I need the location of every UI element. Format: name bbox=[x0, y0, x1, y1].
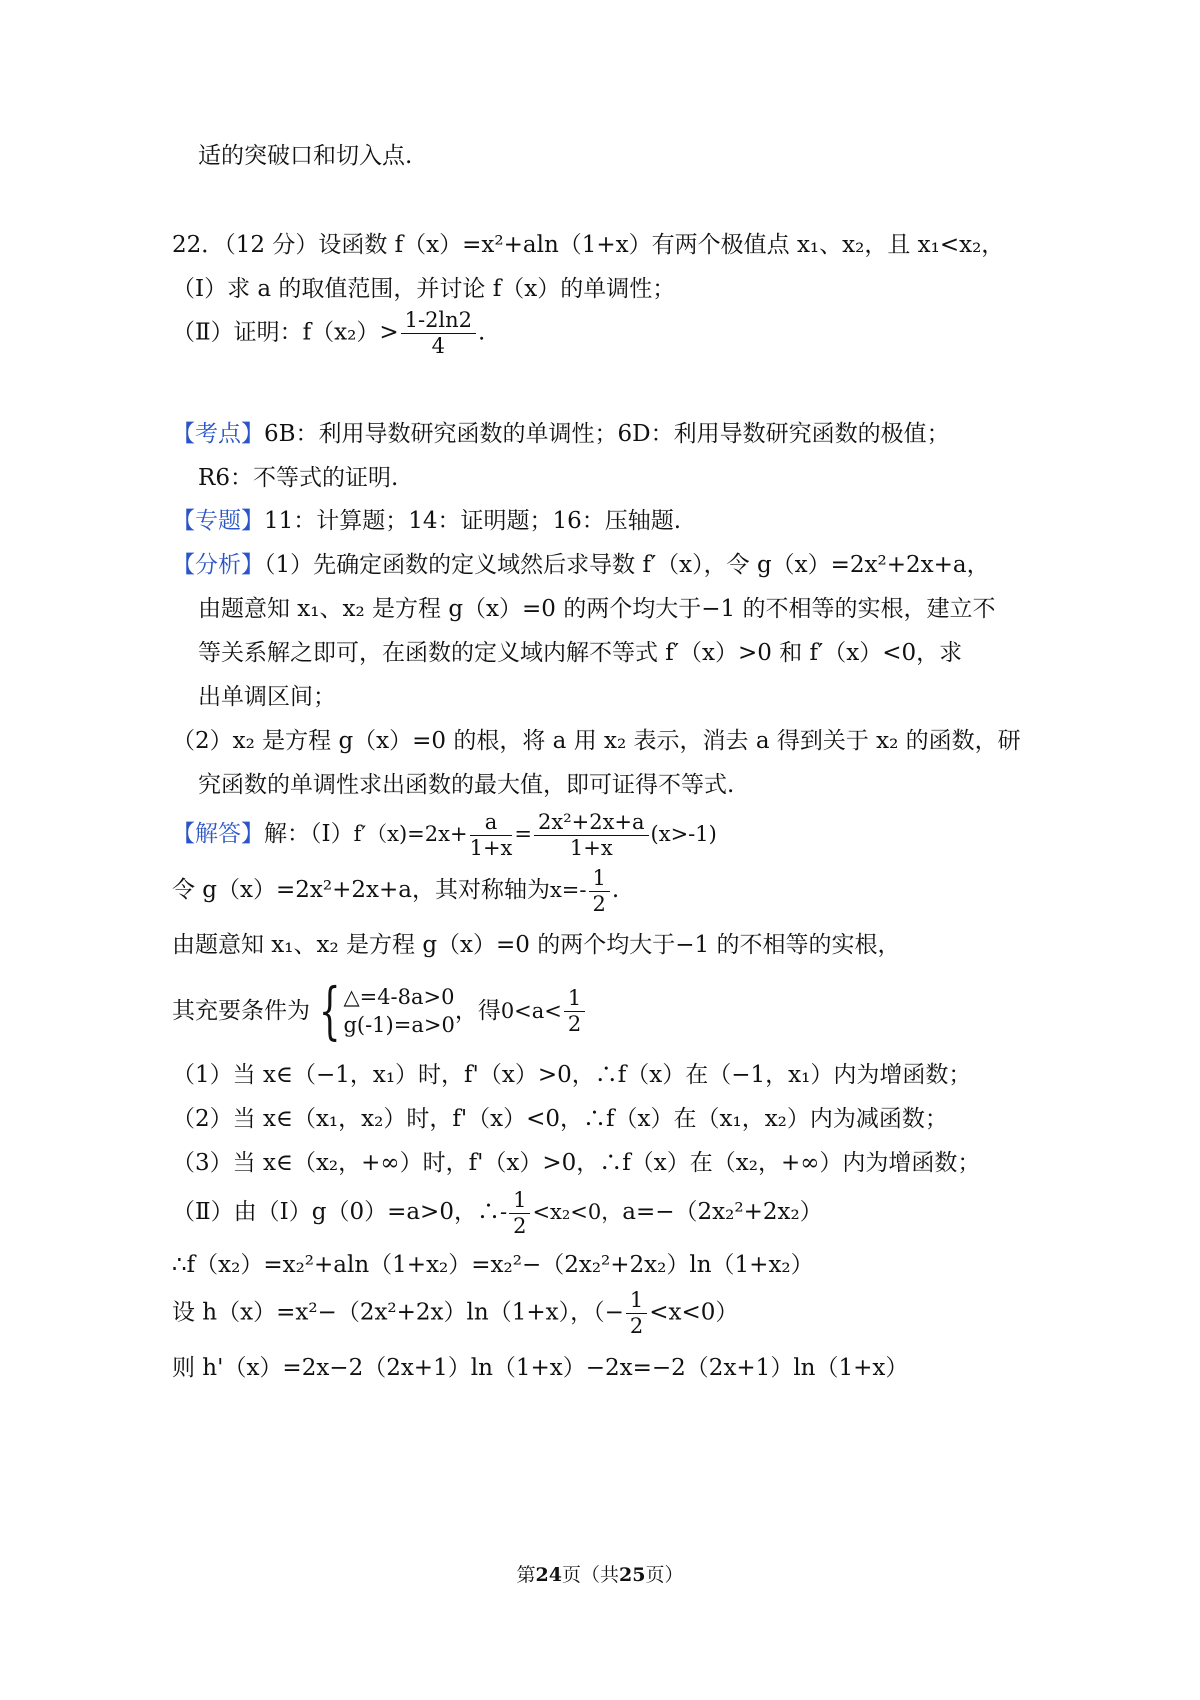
roots-line: 由题意知 x₁、x₂ 是方程 g（x）=0 的两个均大于−1 的不相等的实根， bbox=[172, 932, 901, 958]
g-definition-text: 令 g（x）=2x²+2x+a，其对称轴为 bbox=[172, 877, 550, 903]
question-22-stem: 22．（12 分）设函数 f（x）=x²+aln（1+x）有两个极值点 x₁、x₂，且 x₁<x₂， bbox=[172, 232, 1005, 258]
part-2-prefix: （Ⅱ）证明：f（x₂）> bbox=[172, 319, 399, 346]
x2-range: - $\frac{1}{2}$ <x₂<0， bbox=[499, 1188, 623, 1238]
fraction-denominator: 1+x bbox=[569, 836, 613, 860]
fraction-denominator: 2 bbox=[592, 892, 606, 916]
jieda-tag: 【解答】 bbox=[172, 821, 264, 847]
zhuanti-text: 11：计算题；14：证明题；16：压轴题. bbox=[264, 508, 682, 534]
cases-rows bbox=[343, 983, 454, 1040]
derivative-expression bbox=[353, 810, 717, 860]
footer-suffix: 页） bbox=[645, 1564, 684, 1586]
fraction-one-half bbox=[626, 1290, 647, 1337]
fraction-one-half bbox=[509, 1190, 530, 1237]
fraction-numerator: 2x²+2x+a bbox=[534, 812, 649, 836]
h-definition-text: 设 h（x）=x²−（2x²+2x）ln（1+x），（− bbox=[172, 1299, 624, 1326]
fraction-1-2ln2-over-4 bbox=[401, 310, 476, 357]
fenxi-line-6: 究函数的单调性求出函数的最大值，即可证得不等式. bbox=[198, 772, 735, 798]
fraction-quadratic-over-1px bbox=[534, 812, 649, 859]
footer-total-pages: 25 bbox=[619, 1564, 646, 1586]
fraction-denominator: 2 bbox=[513, 1214, 527, 1238]
part-2-line bbox=[172, 1190, 823, 1237]
case-g-minus-one: g(-1)=a>0 bbox=[343, 1013, 455, 1037]
page-footer bbox=[0, 1560, 1200, 1587]
footer-page-number: 24 bbox=[535, 1564, 562, 1586]
case-line-2: （2）当 x∈（x₁，x₂）时，f'（x）<0，∴f（x）在（x₁，x₂）内为减函数； bbox=[172, 1106, 948, 1132]
axis-expression bbox=[549, 866, 612, 916]
footer-mid: 页（共 bbox=[561, 1564, 619, 1586]
zhuanti-line bbox=[172, 508, 681, 534]
equals-sign: = bbox=[514, 822, 532, 846]
h-derivative-line: 则 h'（x）=2x−2（2x+1）ln（1+x）−2x=−2（2x+1）ln（1+x） bbox=[172, 1355, 909, 1381]
fraction-denominator: 2 bbox=[629, 1314, 644, 1338]
footer-prefix: 第 bbox=[516, 1564, 536, 1586]
fraction-denominator: 4 bbox=[431, 334, 445, 358]
condition-line bbox=[172, 974, 587, 1047]
case-discriminant: △=4-8a>0 bbox=[343, 984, 455, 1009]
f-x2-line: ∴f（x₂）=x₂²+aln（1+x₂）=x₂²−（2x₂²+2x₂）ln（1+x₂） bbox=[172, 1252, 814, 1278]
fenxi-line-3: 等关系解之即可，在函数的定义域内解不等式 f′（x）>0 和 f′（x）<0，求 bbox=[198, 640, 963, 666]
fraction-numerator: 1 bbox=[564, 988, 585, 1012]
fraction-a-over-1px bbox=[470, 812, 513, 859]
fenxi-line-1 bbox=[172, 552, 990, 578]
condition-result: 0<a< bbox=[500, 998, 562, 1023]
fraction-one-half bbox=[589, 868, 610, 915]
x2-range-tail: <x₂<0， bbox=[532, 1200, 623, 1224]
fenxi-line-4: 出单调区间； bbox=[198, 684, 336, 710]
fenxi-text-1: （1）先确定函数的定义域然后求导数 f′（x），令 g（x）=2x²+2x+a， bbox=[264, 552, 990, 578]
g-definition-end: . bbox=[611, 877, 620, 903]
question-22-part-2 bbox=[172, 310, 485, 357]
cases-system bbox=[310, 974, 455, 1047]
fraction-numerator: 1 bbox=[626, 1290, 647, 1314]
fraction-numerator: 1 bbox=[509, 1190, 530, 1214]
kaodian-line bbox=[172, 421, 950, 447]
fraction-one-half bbox=[564, 985, 585, 1036]
fraction-numerator: a bbox=[470, 812, 513, 836]
question-22-part-1: （Ⅰ）求 a 的取值范围，并讨论 f（x）的单调性； bbox=[172, 276, 676, 302]
fenxi-line-2: 由题意知 x₁、x₂ 是方程 g（x）=0 的两个均大于−1 的不相等的实根，建立不 bbox=[198, 596, 996, 622]
kaodian-text: 6B：利用导数研究函数的单调性；6D：利用导数研究函数的极值； bbox=[264, 421, 950, 447]
jieda-prefix: 解：（Ⅰ） bbox=[264, 821, 354, 847]
axis-lhs: x=- bbox=[549, 878, 587, 902]
h-range-tail: <x<0） bbox=[649, 1299, 739, 1326]
continuation-line: 适的突破口和切入点. bbox=[198, 143, 413, 169]
condition-connector: ，得 bbox=[454, 997, 501, 1024]
h-definition-line bbox=[172, 1290, 738, 1337]
left-brace-icon: { bbox=[318, 974, 341, 1047]
fraction-numerator: 1 bbox=[589, 868, 610, 892]
derivative-lhs: f′（x)=2x+ bbox=[353, 822, 468, 846]
a-expression: a=−（2x₂²+2x₂） bbox=[622, 1199, 823, 1225]
part-2-text: （Ⅱ）由（Ⅰ）g（0）=a>0，∴ bbox=[172, 1199, 500, 1225]
fenxi-tag: 【分析】 bbox=[172, 552, 264, 578]
case-line-3: （3）当 x∈（x₂，+∞）时，f'（x）>0，∴f（x）在（x₂，+∞）内为增函数； bbox=[172, 1150, 981, 1176]
zhuanti-tag: 【专题】 bbox=[172, 508, 264, 534]
fraction-numerator: 1-2ln2 bbox=[401, 310, 476, 334]
jieda-line bbox=[172, 812, 717, 859]
condition-prefix: 其充要条件为 bbox=[172, 997, 310, 1024]
case-line-1: （1）当 x∈（−1，x₁）时，f'（x）>0，∴f（x）在（−1，x₁）内为增函数； bbox=[172, 1062, 972, 1088]
kaodian-tag: 【考点】 bbox=[172, 421, 264, 447]
fraction-denominator: 2 bbox=[567, 1011, 582, 1036]
fraction-denominator: 1+x bbox=[469, 836, 513, 860]
domain-condition: (x>-1) bbox=[650, 822, 717, 846]
fenxi-line-5: （2）x₂ 是方程 g（x）=0 的根，将 a 用 x₂ 表示，消去 a 得到关于 x₂ 的函数，研 bbox=[172, 728, 1021, 754]
g-definition-line bbox=[172, 868, 619, 915]
kaodian-line-2: R6：不等式的证明. bbox=[198, 465, 399, 491]
part-2-suffix: . bbox=[478, 319, 486, 346]
